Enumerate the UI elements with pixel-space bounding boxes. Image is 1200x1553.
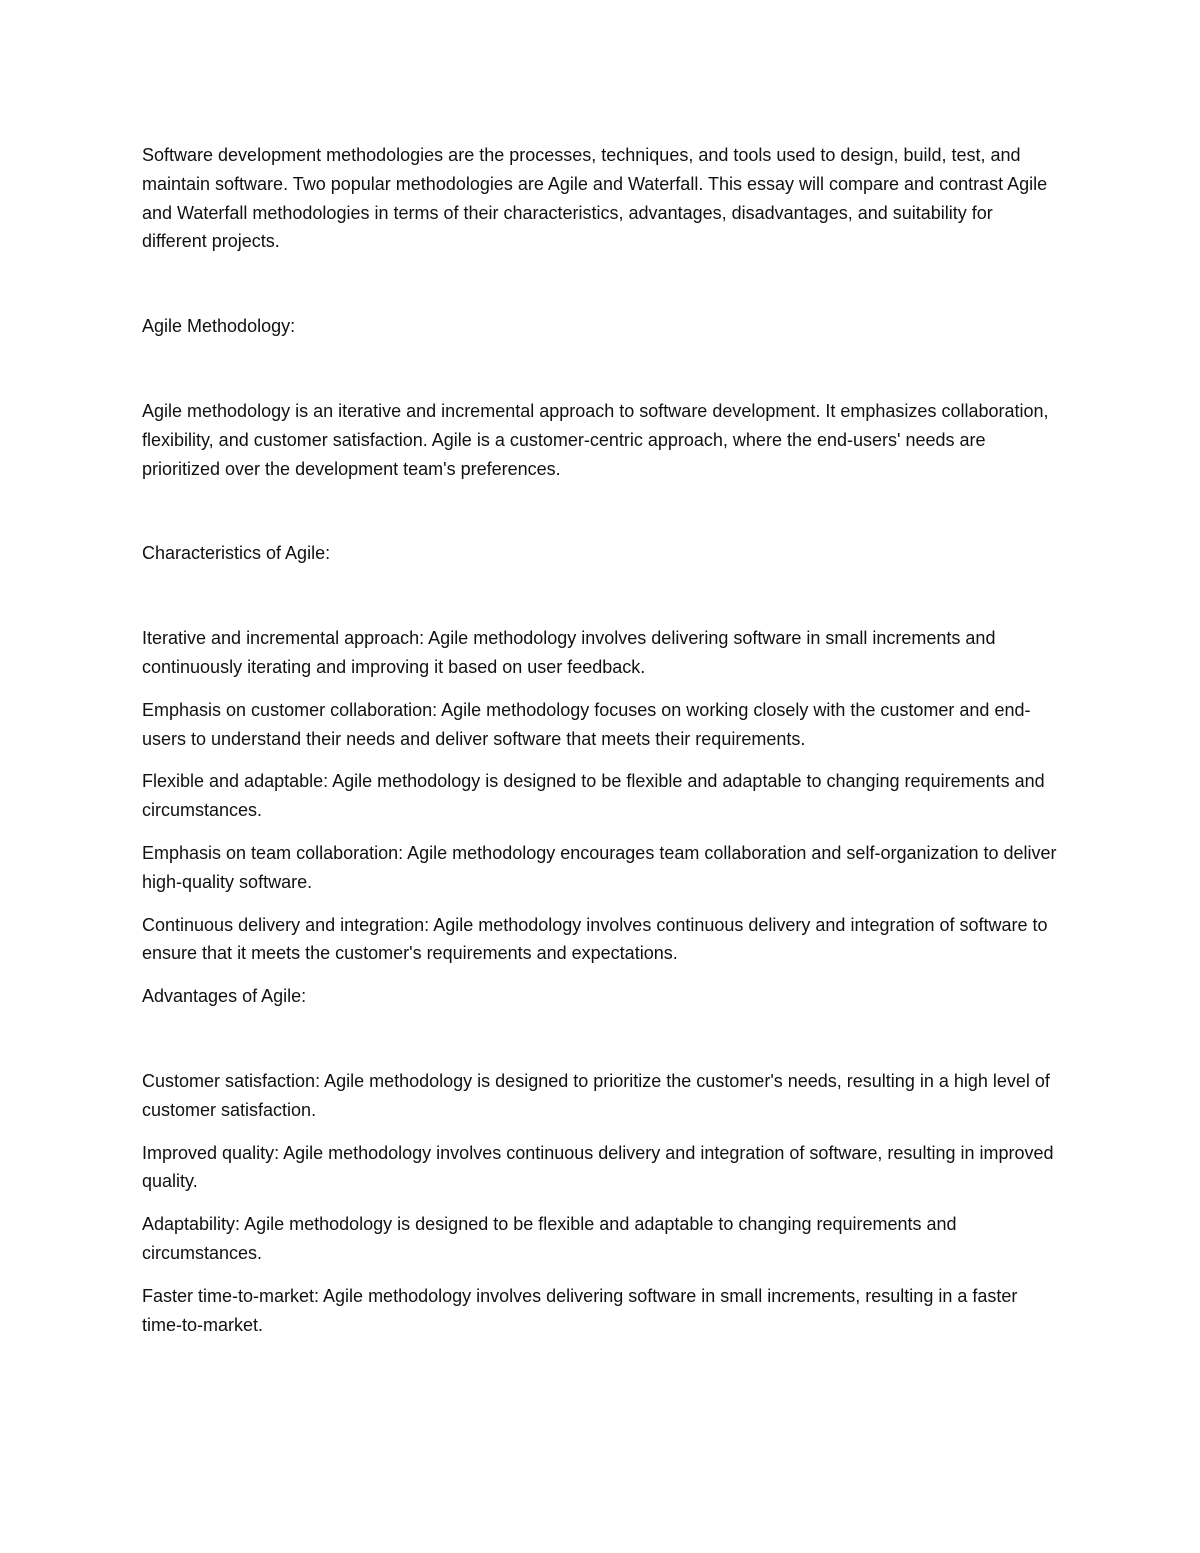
- agile-description-paragraph: Agile methodology is an iterative and incremental approach to software development. It emphasizes collaboration, flexibility, and customer satisfaction. Agile is a customer-centric approach, where the end-users' needs are prioritized over the development team's preferences.: [142, 400, 1049, 479]
- advantages-heading: Advantages of Agile:: [142, 986, 307, 1007]
- list-item: Improved quality: Agile methodology involves continuous delivery and integration of software, resulting in improved quality.: [142, 1142, 1054, 1192]
- document-body: [142, 141, 1062, 1353]
- list-item: Emphasis on team collaboration: Agile methodology encourages team collaboration and self-organization to deliver high-quality software.: [142, 842, 1057, 892]
- characteristics-list: [142, 624, 1062, 968]
- advantages-list: [142, 1067, 1062, 1339]
- list-item: Faster time-to-market: Agile methodology involves delivering software in small increments, resulting in a faster time-to-market.: [142, 1285, 1018, 1335]
- characteristics-heading: Characteristics of Agile:: [142, 543, 331, 564]
- intro-paragraph: Software development methodologies are the processes, techniques, and tools used to design, build, test, and maintain software. Two popular methodologies are Agile and Waterfall. This essay will compare and contrast Agile and Waterfall methodologies in terms of their characteristics, advantages, disadvantages, and suitability for different projects.: [142, 145, 1048, 252]
- list-item: Adaptability: Agile methodology is designed to be flexible and adaptable to changing requirements and circumstances.: [142, 1214, 957, 1263]
- list-item: Flexible and adaptable: Agile methodology is designed to be flexible and adaptable to changing requirements and circumstances.: [142, 771, 1045, 821]
- list-item: Continuous delivery and integration: Agile methodology involves continuous delivery and integration of software to ensure that it meets the customer's requirements and expectations.: [142, 914, 1048, 964]
- agile-methodology-heading: Agile Methodology:: [142, 316, 296, 337]
- list-item: Customer satisfaction: Agile methodology is designed to prioritize the customer's needs, resulting in a high level of customer satisfaction.: [142, 1070, 1050, 1120]
- list-item: Emphasis on customer collaboration: Agile methodology focuses on working closely with the customer and end-users to understand their needs and deliver software that meets their requirements.: [142, 699, 1031, 749]
- list-item: Iterative and incremental approach: Agile methodology involves delivering software in small increments and continuously iterating and improving it based on user feedback.: [142, 628, 996, 677]
